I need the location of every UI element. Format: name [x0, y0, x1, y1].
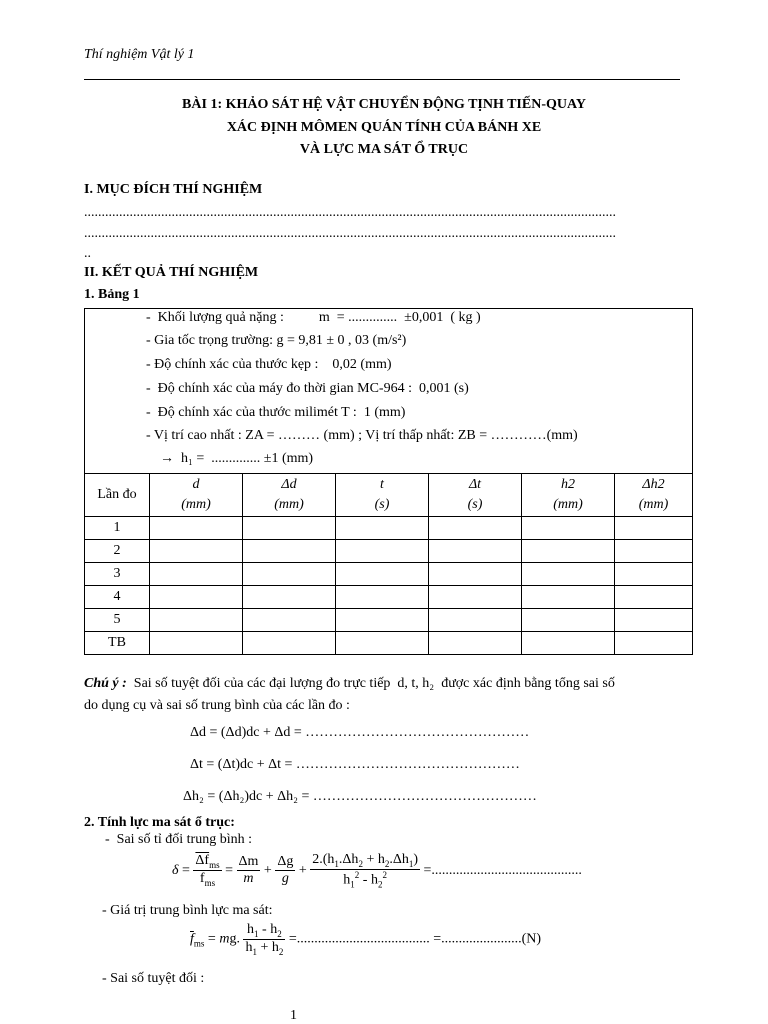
- dots-force: =...................................... =.......................(N): [288, 931, 542, 947]
- cell[interactable]: [243, 609, 336, 632]
- table-row: [85, 517, 693, 540]
- header-bottom: (mm): [638, 497, 669, 512]
- header-cell: [615, 474, 693, 517]
- cell[interactable]: [429, 632, 522, 655]
- cell[interactable]: [429, 563, 522, 586]
- table-row: [85, 609, 693, 632]
- frac-m: $\frac{\Delta m}{m}$: [238, 854, 259, 887]
- header-course: Thí nghiệm Vật lý 1: [84, 47, 195, 62]
- header-divider: [84, 79, 680, 80]
- header-cell: [429, 474, 522, 517]
- note-line-1: [84, 676, 615, 692]
- header-cell: [150, 474, 243, 517]
- header-top: Δh2: [642, 477, 665, 492]
- formula-delta-d: Δd = (Δd)dc + Δd = …………………………………………: [190, 725, 530, 740]
- info-line-timer: - Độ chính xác của máy đo thời gian MC-964 : 0,001 (s): [146, 381, 469, 396]
- cell[interactable]: [336, 517, 429, 540]
- formula-delta-t: Δt = (Δt)dc + Δt = …………………………………………: [190, 757, 520, 772]
- row-label: TB: [85, 632, 150, 655]
- header-top: h2: [561, 477, 575, 492]
- cell[interactable]: [615, 563, 693, 586]
- table-header-row: [85, 474, 693, 517]
- header-cell: [243, 474, 336, 517]
- row-label: 3: [85, 563, 150, 586]
- cell[interactable]: [150, 632, 243, 655]
- cell[interactable]: [429, 540, 522, 563]
- cell[interactable]: [522, 609, 615, 632]
- info-line-ruler: - Độ chính xác của thước milimét T : 1 (mm): [146, 405, 406, 420]
- cell[interactable]: [336, 563, 429, 586]
- cell[interactable]: [429, 517, 522, 540]
- measurement-table: [84, 473, 693, 655]
- title-line-1: BÀI 1: KHẢO SÁT HỆ VẬT CHUYỂN ĐỘNG TỊNH TIẾN-QUAY: [182, 97, 586, 112]
- note-text-1: Sai số tuyệt đối của các đại lượng đo trực tiếp d, t, h₂ được xác định bằng tổng sai số: [126, 676, 615, 691]
- cell[interactable]: [150, 563, 243, 586]
- frac-fms: $\frac{\overline{\Delta f}_{ms}}{\overline{f}_{ms}}$: [195, 853, 220, 888]
- cell[interactable]: [243, 517, 336, 540]
- dots-relative-error: =...........................................: [423, 862, 582, 878]
- cell[interactable]: [150, 609, 243, 632]
- frac-h: $\frac{2.(h_1.\Delta h_2 + h_2.\Delta h_1)}{h_1^2 - h_2^2}$: [312, 852, 419, 890]
- frac-force: $\frac{h_1 - h_2}{h_1 + h_2}$: [245, 922, 284, 957]
- info-line-h1: → h₁ = .............. ±1 (mm): [160, 451, 314, 466]
- header-bottom: (mm): [181, 497, 211, 512]
- header-top: t: [380, 477, 384, 492]
- header-bottom: Lần đo: [97, 487, 137, 502]
- cell[interactable]: [336, 632, 429, 655]
- formula-avg-force: $\overline{f}_{ms}$ = mg. $\frac{h_1 - h_2}{h_1 + h_2}$ =...................................... =.......................(N): [190, 922, 542, 957]
- cell[interactable]: [243, 632, 336, 655]
- cell[interactable]: [429, 586, 522, 609]
- rel-error-label: - Sai số tỉ đối trung bình :: [98, 832, 252, 847]
- section1-dots-1: ........................................................................................................................................................: [84, 205, 616, 220]
- abs-error-label: - Sai số tuyệt đối :: [102, 971, 205, 986]
- note-label: Chú ý :: [84, 676, 127, 691]
- section2-sub1: 1. Bảng 1: [84, 287, 140, 302]
- table-row: [85, 540, 693, 563]
- cell[interactable]: [429, 609, 522, 632]
- cell[interactable]: [522, 632, 615, 655]
- header-top: Δd: [281, 477, 297, 492]
- cell[interactable]: [522, 540, 615, 563]
- cell[interactable]: [522, 517, 615, 540]
- info-line-positions: - Vị trí cao nhất : ZA = ……… (mm) ; Vị trí thấp nhất: ZB = …………(mm): [146, 428, 578, 443]
- row-label: 1: [85, 517, 150, 540]
- cell[interactable]: [150, 586, 243, 609]
- cell[interactable]: [243, 563, 336, 586]
- header-bottom: (s): [467, 497, 483, 512]
- cell[interactable]: [336, 609, 429, 632]
- cell[interactable]: [336, 586, 429, 609]
- header-bottom: (mm): [274, 497, 304, 512]
- info-line-mass: - Khối lượng quả nặng : m = .............. ±0,001 ( kg ): [146, 310, 481, 325]
- row-label: 4: [85, 586, 150, 609]
- table-row: [85, 563, 693, 586]
- cell[interactable]: [336, 540, 429, 563]
- header-cell: [85, 474, 150, 517]
- cell[interactable]: [615, 586, 693, 609]
- avg-force-label: - Giá trị trung bình lực ma sát:: [102, 903, 273, 918]
- info-line-caliper: - Độ chính xác của thước kẹp : 0,02 (mm): [146, 357, 392, 372]
- formula-relative-error: δ = $\frac{\overline{\Delta f}_{ms}}{\overline{f}_{ms}}$ = $\frac{\Delta m}{m}$ + $\frac{\Delta g}{g}$ + $\frac{2.(h_1.\Delta h_2 + h_2.\Delta h_1)}{h_1^2 - h_2^2}$ =...........................................: [172, 852, 582, 890]
- header-bottom: (s): [374, 497, 390, 512]
- title-line-3: VÀ LỰC MA SÁT Ổ TRỤC: [299, 142, 469, 157]
- row-label: 5: [85, 609, 150, 632]
- frac-g: $\frac{\Delta g}{g}$: [277, 854, 294, 887]
- cell[interactable]: [150, 540, 243, 563]
- title-line-2: XÁC ĐỊNH MÔMEN QUÁN TÍNH CỦA BÁNH XE: [226, 120, 542, 135]
- section1-dots-3: ..: [84, 246, 91, 261]
- cell[interactable]: [615, 609, 693, 632]
- header-bottom: (mm): [553, 497, 583, 512]
- header-top: Δt: [468, 477, 482, 492]
- header-cell: [522, 474, 615, 517]
- note-text-2: do dụng cụ và sai số trung bình của các lần đo :: [84, 698, 350, 713]
- table-row: [85, 586, 693, 609]
- cell[interactable]: [243, 540, 336, 563]
- section2-heading: II. KẾT QUẢ THÍ NGHIỆM: [84, 265, 259, 280]
- section1-dots-2: ........................................................................................................................................................: [84, 226, 616, 241]
- page-number: 1: [290, 1008, 297, 1023]
- section2-sub2: 2. Tính lực ma sát ổ trục:: [84, 815, 235, 830]
- cell[interactable]: [522, 586, 615, 609]
- cell[interactable]: [150, 517, 243, 540]
- header-cell: [336, 474, 429, 517]
- formula-delta-h2: Δh₂ = (Δh₂)dc + Δh₂ = …………………………………………: [183, 789, 537, 804]
- cell[interactable]: [615, 632, 693, 655]
- cell[interactable]: [615, 517, 693, 540]
- cell[interactable]: [243, 586, 336, 609]
- table-row: [85, 632, 693, 655]
- section1-heading: I. MỤC ĐÍCH THÍ NGHIỆM: [84, 182, 263, 197]
- cell[interactable]: [522, 563, 615, 586]
- cell[interactable]: [615, 540, 693, 563]
- header-top: d: [192, 477, 200, 492]
- row-label: 2: [85, 540, 150, 563]
- info-line-gravity: - Gia tốc trọng trường: g = 9,81 ± 0 , 03 (m/s²): [146, 333, 407, 348]
